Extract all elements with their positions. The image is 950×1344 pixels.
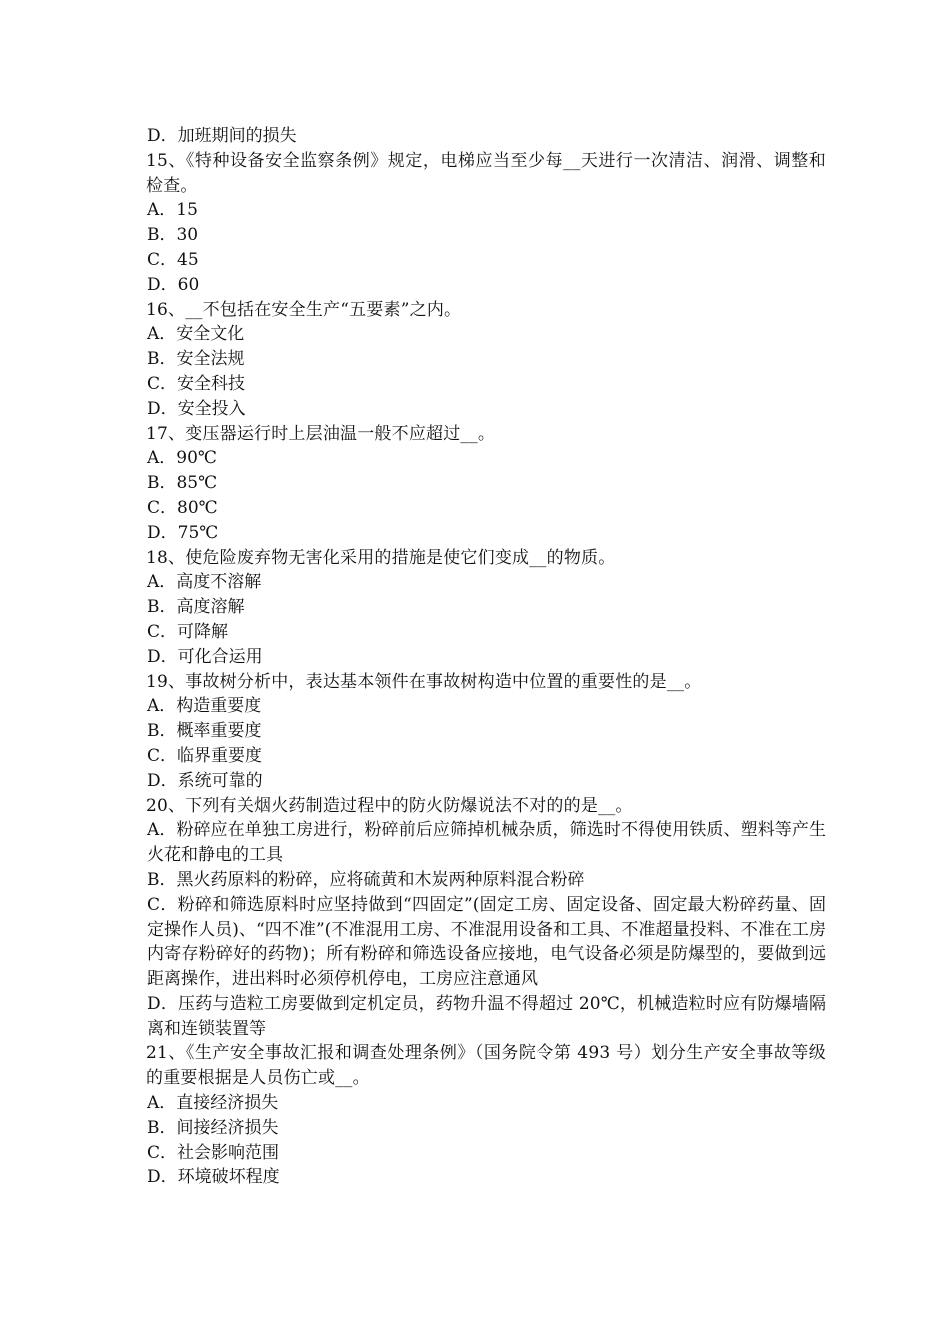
option-a-q20: A．粉碎应在单独工房进行，粉碎前后应筛掉机械杂质，筛选时不得使用铁质、塑料等产生火花和静电的工具 <box>147 820 826 866</box>
question-16: 16、__不包括在安全生产“五要素”之内。 <box>146 299 462 320</box>
option-b-q21: B．间接经济损失 <box>147 1117 279 1138</box>
option-a-q17: A．90℃ <box>147 448 217 469</box>
option-d-q19: D．系统可靠的 <box>147 770 263 791</box>
option-c-q16: C．安全科技 <box>147 373 246 394</box>
option-c-q18: C．可降解 <box>147 621 229 642</box>
option-c-q17: C．80℃ <box>147 497 218 518</box>
option-a-q18: A．高度不溶解 <box>147 572 262 593</box>
exam-content <box>146 124 826 1190</box>
option-d-q17: D．75℃ <box>147 522 219 543</box>
question-20: 20、下列有关烟火药制造过程中的防火防爆说法不对的的是__。 <box>146 795 633 816</box>
option-a-q21: A．直接经济损失 <box>147 1093 279 1114</box>
option-c-q20: C．粉碎和筛选原料时应坚持做到“四固定”(固定工房、固定设备、固定最大粉碎药量、固定操作人员)、“四不准”(不准混用工房、不准混用设备和工具、不准超量投料、不准在工房内寄存粉碎好的药物)；所有粉碎和筛选设备应接地，电气设备必须是防爆型的，要做到远距离操作，进出料时必须停机停电，工房应注意通风 <box>147 894 826 990</box>
question-15: 15、《特种设备安全监察条例》规定，电梯应当至少每__天进行一次清洁、润滑、调整和检查。 <box>146 150 826 196</box>
option-a-q15: A．15 <box>147 200 198 221</box>
option-c-q19: C．临界重要度 <box>147 745 263 766</box>
option-b-q19: B．概率重要度 <box>147 721 262 742</box>
option-d-q18: D．可化合运用 <box>147 646 263 667</box>
option-d-q21: D．环境破坏程度 <box>147 1167 280 1188</box>
option-a-q19: A．构造重要度 <box>147 696 262 717</box>
option-c-q21: C．社会影响范围 <box>147 1142 280 1163</box>
question-21: 21、《生产安全事故汇报和调查处理条例》（国务院令第 493 号）划分生产安全事故等级的重要根据是人员伤亡或__。 <box>146 1043 826 1089</box>
option-b-q15: B．30 <box>147 225 199 246</box>
option-b-q20: B．黑火药原料的粉碎，应将硫黄和木炭两种原料混合粉碎 <box>147 869 585 890</box>
question-17: 17、变压器运行时上层油温一般不应超过__。 <box>146 423 496 444</box>
option-b-q16: B．安全法规 <box>147 349 245 370</box>
option-d-q14: D．加班期间的损失 <box>147 126 297 146</box>
option-a-q16: A．安全文化 <box>147 324 245 345</box>
question-19: 19、事故树分析中，表达基本领件在事故树构造中位置的重要性的是__。 <box>146 671 702 692</box>
option-b-q18: B．高度溶解 <box>147 597 245 618</box>
question-18: 18、使危险废弃物无害化采用的措施是使它们变成__的物质。 <box>146 547 616 568</box>
option-c-q15: C．45 <box>147 249 199 270</box>
option-d-q20: D．压药与造粒工房要做到定机定员，药物升温不得超过 20℃，机械造粒时应有防爆墙隔离和连锁装置等 <box>147 993 826 1039</box>
option-d-q16: D．安全投入 <box>147 398 246 419</box>
option-d-q15: D．60 <box>147 274 200 295</box>
option-b-q17: B．85℃ <box>147 473 218 494</box>
